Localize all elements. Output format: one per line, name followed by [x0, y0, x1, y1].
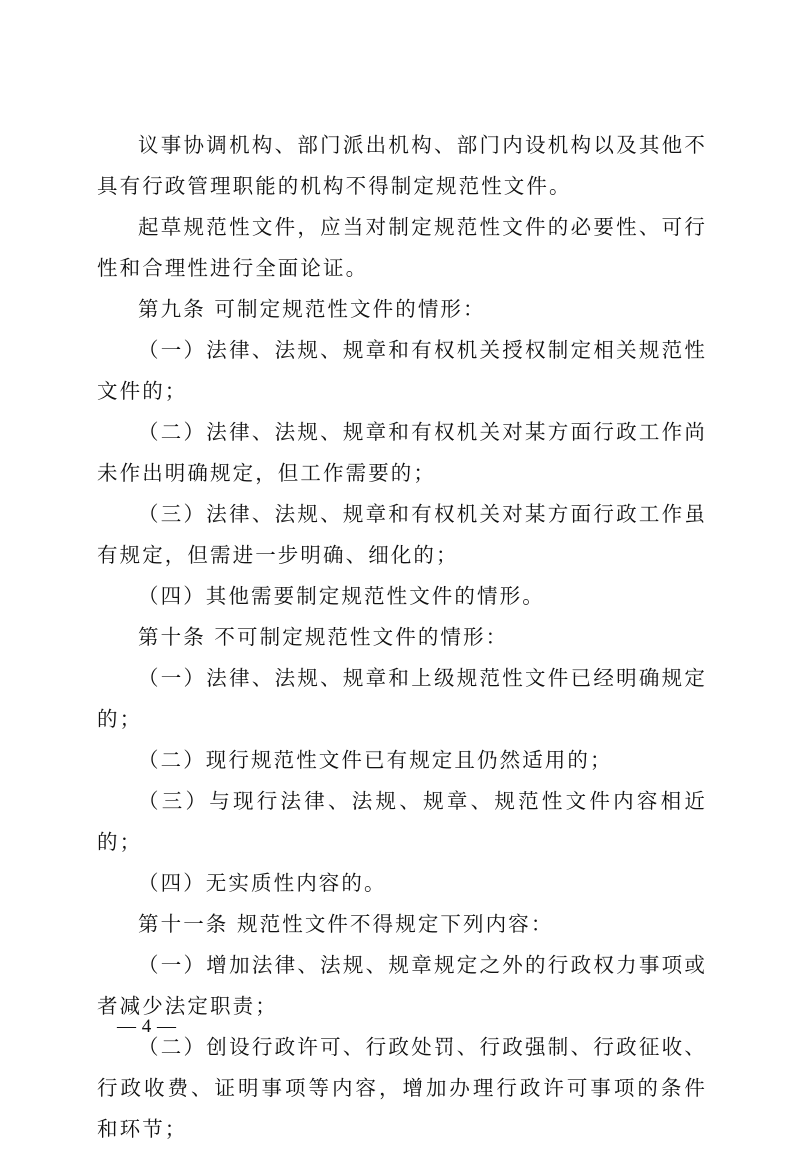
article-11-item-2: （二）创设行政许可、行政处罚、行政强制、行政征收、行政收费、证明事项等内容，增加办理行政许可事项的条件和环节； — [97, 1035, 707, 1141]
article-10-item-2: （二）现行规范性文件已有规定且仍然适用的； — [138, 748, 613, 772]
article-9-heading: 第九条 可制定规范性文件的情形： — [138, 297, 486, 321]
article-9-item-4: （四）其他需要制定规范性文件的情形。 — [138, 584, 545, 608]
article-11-item-1: （一）增加法律、法规、规章规定之外的行政权力事项或者减少法定职责； — [97, 953, 707, 1018]
article-10-item-3: （三）与现行法律、法规、规章、规范性文件内容相近的； — [97, 789, 707, 854]
article-9-item-3: （三）法律、法规、规章和有权机关对某方面行政工作虽有规定，但需进一步明确、细化的； — [97, 502, 707, 567]
article-10-heading: 第十条 不可制定规范性文件的情形： — [138, 625, 509, 649]
article-9-item-2: （二）法律、法规、规章和有权机关对某方面行政工作尚未作出明确规定，但工作需要的； — [97, 420, 707, 485]
article-10-item-4: （四）无实质性内容的。 — [138, 871, 387, 895]
paragraph-body-1: 议事协调机构、部门派出机构、部门内设机构以及其他不具有行政管理职能的机构不得制定规范性文件。 — [97, 133, 707, 198]
page-number: — 4 — — [117, 1016, 177, 1037]
article-10-item-1: （一）法律、法规、规章和上级规范性文件已经明确规定的； — [97, 666, 707, 731]
article-11-heading: 第十一条 规范性文件不得规定下列内容： — [138, 912, 554, 936]
document-body — [97, 125, 707, 1150]
article-9-item-1: （一）法律、法规、规章和有权机关授权制定相关规范性文件的； — [97, 338, 707, 403]
paragraph-body-2: 起草规范性文件，应当对制定规范性文件的必要性、可行性和合理性进行全面论证。 — [97, 215, 707, 280]
